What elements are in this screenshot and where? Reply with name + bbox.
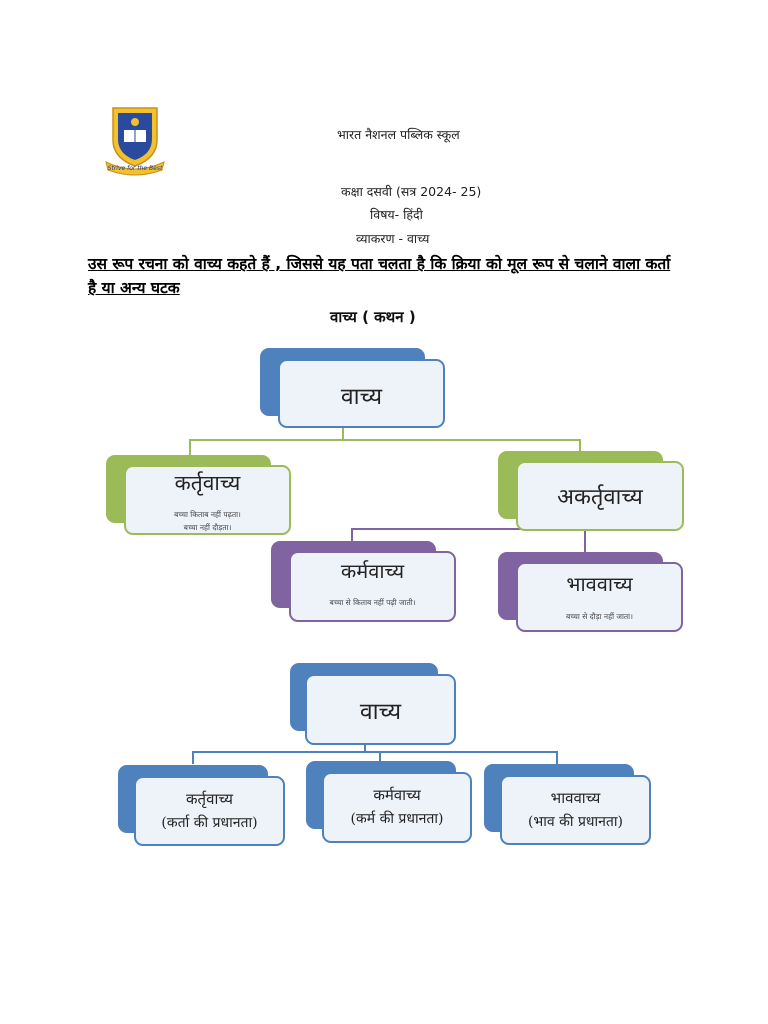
logo-motto: Strive for the Best: [107, 165, 163, 172]
d1-kartri-example2: बच्चा नहीं दौड़ता।: [183, 523, 232, 532]
d2-karm-box: [322, 772, 472, 843]
d1-bhav-title: भाववाच्य: [566, 572, 633, 596]
definition-text: उस रूप रचना को वाच्य कहते हैं , जिससे यह पता चलता है कि क्रिया को मूल रूप से चलाने वाला कर्ता है या अन्य घटक: [88, 255, 671, 297]
diagram-subtitle: वाच्य ( कथन ): [330, 308, 416, 326]
subject-line: विषय- हिंदी: [370, 207, 423, 222]
topic-line: व्याकरण - वाच्य: [356, 231, 430, 246]
d1-bhav-box: [516, 562, 683, 632]
d1-akartri-title: अकर्तृवाच्य: [557, 485, 643, 510]
d2-kartri-box: [134, 776, 285, 846]
d2-kartri-title: कर्तृवाच्य: [186, 790, 233, 808]
d2-bhav-sub: (भाव की प्रधानता): [527, 814, 624, 830]
d1-kartri-title: कर्तृवाच्य: [174, 471, 241, 495]
d2-root-box: [305, 674, 456, 745]
d1-kartri-box: [124, 465, 291, 535]
class-line: कक्षा दसवी (सत्र 2024- 25): [341, 184, 482, 199]
d2-karm-title: कर्मवाच्य: [373, 786, 421, 804]
d1-root-label: वाच्य: [340, 384, 383, 410]
d2-karm-sub: (कर्म की प्रधानता): [350, 811, 444, 827]
d2-root-label: वाच्य: [359, 699, 402, 725]
d2-bhav-title: भाववाच्य: [550, 789, 601, 807]
d1-root-box: [278, 359, 445, 428]
d1-karm-example: बच्चा से किताब नहीं पढ़ी जाती।: [329, 598, 416, 607]
school-name: भारत नैशनल पब्लिक स्कूल: [337, 127, 460, 142]
d2-kartri-sub: (कर्ता की प्रधानता): [161, 815, 258, 831]
d2-bhav-box: [500, 775, 651, 845]
d1-karm-title: कर्मवाच्य: [340, 559, 405, 583]
d1-bhav-example: बच्चा से दौड़ा नहीं जाता।: [566, 612, 633, 621]
d1-karm-box: [289, 551, 456, 622]
d1-akartri-box: [516, 461, 684, 531]
d1-kartri-example1: बच्चा किताब नहीं पढ़ता।: [174, 510, 241, 519]
